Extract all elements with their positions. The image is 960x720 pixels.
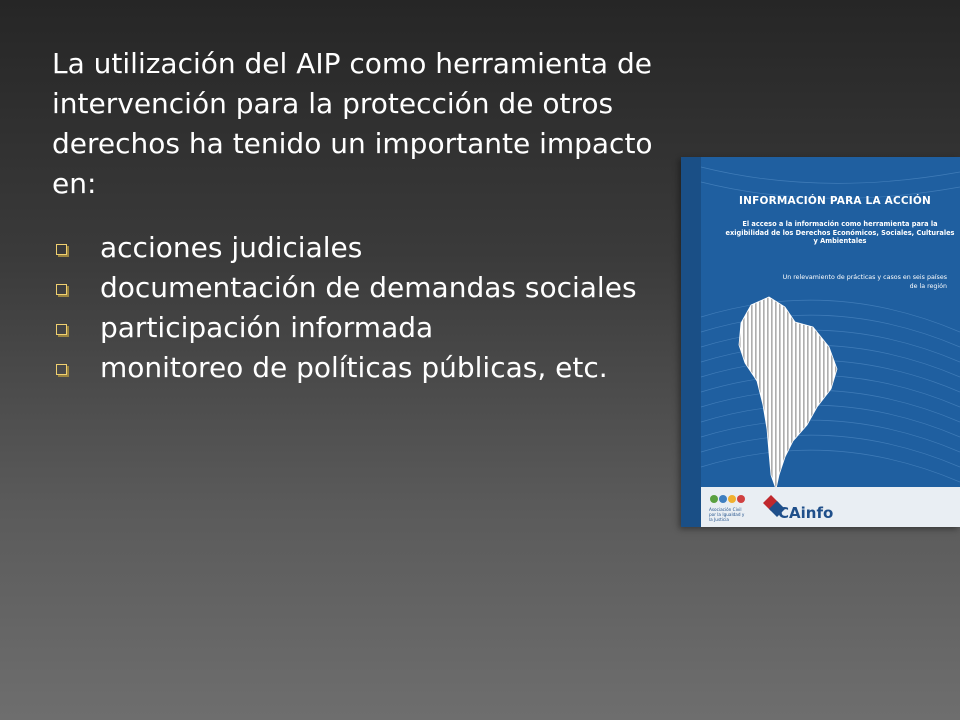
bullet-text: participación informada: [100, 311, 434, 344]
cainfo-logo-text: [778, 504, 833, 522]
list-item: [52, 308, 682, 348]
book-cover-image: [681, 157, 960, 527]
list-item: [52, 268, 682, 308]
acij-caption: Asociación Civil por la Igualdad y la Justicia: [709, 507, 745, 522]
square-bullet-icon: [56, 244, 67, 255]
slide-body: [52, 44, 682, 388]
book-cover-art: [681, 157, 960, 527]
list-item: [52, 228, 682, 268]
bullet-list: [52, 228, 682, 388]
cover-secondary-subtitle: Un relevamiento de prácticas y casos en seis países de la región: [782, 274, 947, 290]
bullet-text: documentación de demandas sociales: [100, 271, 637, 304]
intro-paragraph: La utilización del AIP como herramienta de intervención para la protección de otros derechos ha tenido un importante impacto en:: [52, 47, 653, 200]
square-bullet-icon: [56, 364, 67, 375]
cover-subtitle: El acceso a la información como herramienta para la exigibilidad de los Derechos Económicos, Sociales, Culturales y Ambientales: [725, 220, 955, 245]
cainfo-text: CAinfo: [778, 504, 834, 522]
bullet-text: monitoreo de políticas públicas, etc.: [100, 351, 608, 384]
bullet-text: acciones judiciales: [100, 231, 363, 264]
square-bullet-icon: [56, 324, 67, 335]
list-item: [52, 348, 682, 388]
cover-title: INFORMACIÓN PARA LA ACCIÓN: [739, 195, 931, 207]
square-bullet-icon: [56, 284, 67, 295]
